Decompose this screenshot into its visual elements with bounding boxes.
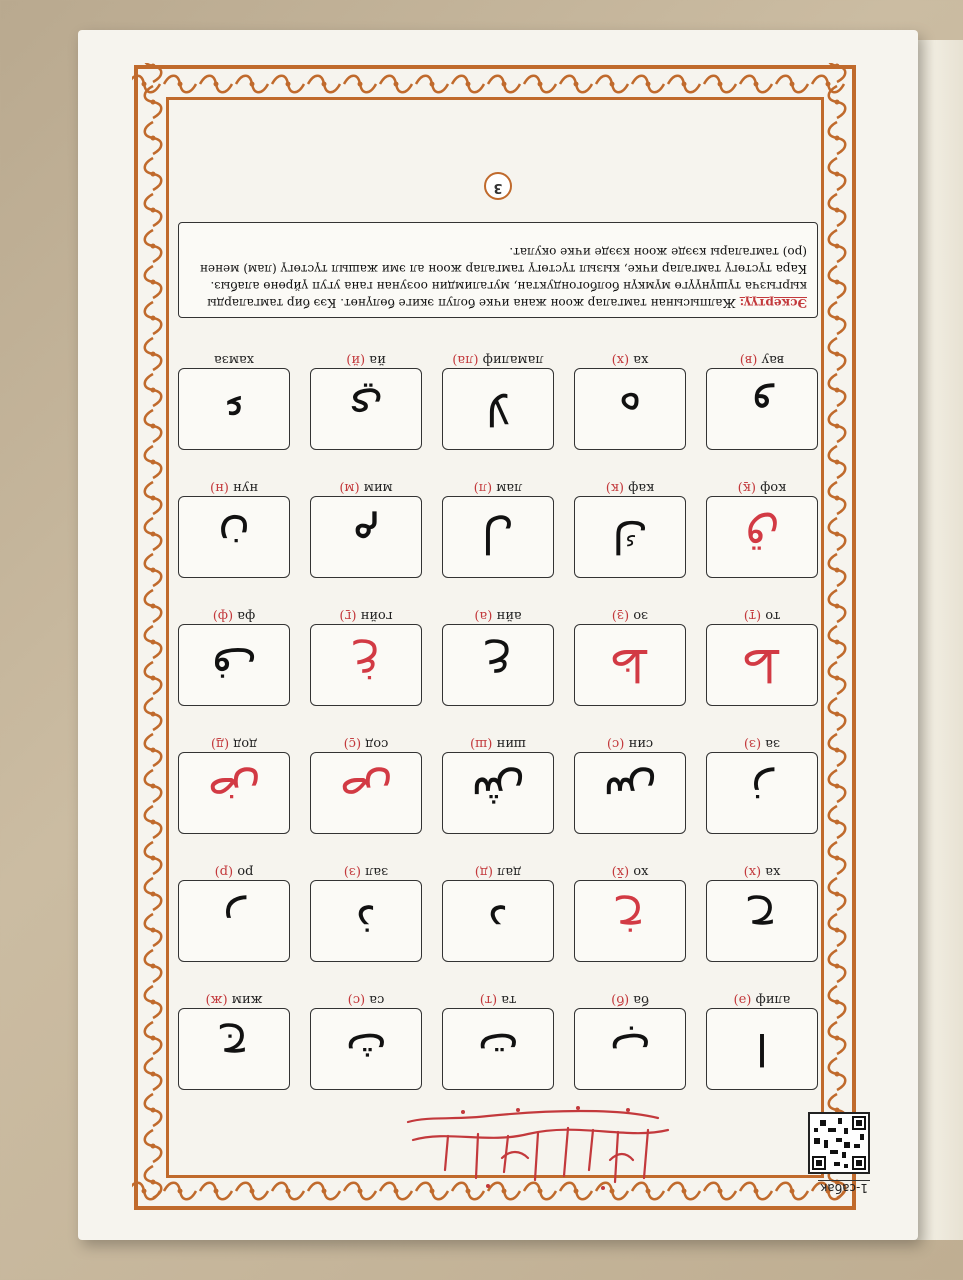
letter-sound: (б) xyxy=(611,992,630,1007)
letter-name: дал xyxy=(497,864,522,879)
letter-row xyxy=(178,322,818,450)
letter-sound: (с) xyxy=(606,736,625,751)
letter-sound: (а) xyxy=(474,608,493,623)
letter-label xyxy=(310,990,422,1008)
letter-label xyxy=(706,734,818,752)
letter-glyph: ن xyxy=(178,496,290,578)
letter-cell xyxy=(178,862,290,962)
letter-cell xyxy=(178,478,290,578)
letter-name: зо xyxy=(633,608,649,623)
letter-cell xyxy=(574,350,686,450)
letter-sound: (й) xyxy=(346,352,366,367)
letter-name: ха xyxy=(765,864,781,879)
letter-cell xyxy=(310,990,422,1090)
letter-sound: (д̱) xyxy=(210,736,230,751)
letter-glyph: ك xyxy=(574,496,686,578)
letter-label xyxy=(178,350,290,368)
letter-name: алиф xyxy=(755,992,791,1007)
letter-cell xyxy=(706,350,818,450)
letter-cell xyxy=(574,478,686,578)
note-lead: Эскертүү: xyxy=(739,296,807,310)
letter-label xyxy=(310,606,422,624)
letter-name: мим xyxy=(363,480,393,495)
letter-cell xyxy=(706,734,818,834)
letter-glyph: ذ xyxy=(310,880,422,962)
letter-glyph: ا xyxy=(706,1008,818,1090)
letter-label xyxy=(310,478,422,496)
letter-glyph: ف xyxy=(178,624,290,706)
letter-glyph: ج xyxy=(178,1008,290,1090)
note-box xyxy=(178,222,818,318)
letter-sound: (з) xyxy=(343,864,361,879)
letter-cell xyxy=(442,734,554,834)
letter-glyph: ض xyxy=(178,752,290,834)
letter-label xyxy=(178,862,290,880)
page-number: 3 xyxy=(484,172,512,200)
letter-label xyxy=(574,990,686,1008)
letter-glyph: ص xyxy=(310,752,422,834)
letter-label xyxy=(178,606,290,624)
letter-name: гойн xyxy=(360,608,393,623)
letter-label xyxy=(442,862,554,880)
letter-cell xyxy=(310,478,422,578)
letter-label xyxy=(706,862,818,880)
letter-cell xyxy=(310,734,422,834)
letter-label xyxy=(574,862,686,880)
letter-name: са xyxy=(369,992,385,1007)
letter-cell xyxy=(706,478,818,578)
letter-glyph: ي xyxy=(310,368,422,450)
letter-name: хамза xyxy=(213,352,255,367)
letter-glyph: م xyxy=(310,496,422,578)
letter-glyph: ه xyxy=(574,368,686,450)
letter-name: хо xyxy=(633,864,649,879)
letter-name: айн xyxy=(496,608,522,623)
letter-glyph: لا xyxy=(442,368,554,450)
letter-name: йа xyxy=(369,352,386,367)
letter-name: то xyxy=(765,608,781,623)
letter-cell xyxy=(178,606,290,706)
letter-glyph: ح xyxy=(706,880,818,962)
letter-sound: (ш) xyxy=(470,736,493,751)
letter-sound: (т̱) xyxy=(743,608,762,623)
lesson-tag: 1-сабак xyxy=(820,1181,868,1195)
letter-label xyxy=(574,350,686,368)
letter-name: ламалиф xyxy=(482,352,544,367)
letter-sound: (с̱) xyxy=(343,736,362,751)
letter-glyph: خ xyxy=(574,880,686,962)
letter-cell xyxy=(706,606,818,706)
letter-label xyxy=(310,862,422,880)
letter-cell xyxy=(178,350,290,450)
letter-glyph: ت xyxy=(442,1008,554,1090)
letter-sound: (х) xyxy=(611,352,630,367)
letter-glyph: و xyxy=(706,368,818,450)
letter-cell xyxy=(574,606,686,706)
letter-glyph: ب xyxy=(574,1008,686,1090)
letter-glyph: ء xyxy=(178,368,290,450)
letter-sound: (ж) xyxy=(205,992,228,1007)
letter-sound: (ә) xyxy=(733,992,752,1007)
ornament-bottom xyxy=(132,73,846,95)
letter-sound: (з) xyxy=(743,736,762,751)
letter-sound: (р) xyxy=(214,864,234,879)
letter-row xyxy=(178,834,818,962)
letter-sound: (с) xyxy=(347,992,366,1007)
letter-name: шин xyxy=(496,736,526,751)
letter-sound: (т) xyxy=(479,992,498,1007)
letter-glyph: ط xyxy=(706,624,818,706)
letter-sound: (з̱) xyxy=(611,608,630,623)
letter-name: фа xyxy=(237,608,256,623)
letter-name: дод xyxy=(233,736,258,751)
letter-name: нун xyxy=(232,480,258,495)
letter-row xyxy=(178,962,818,1090)
letter-glyph: د xyxy=(442,880,554,962)
letter-label xyxy=(442,350,554,368)
letter-row xyxy=(178,578,818,706)
letter-sound: (д) xyxy=(474,864,493,879)
book-page-edge xyxy=(912,40,963,1240)
letter-cell xyxy=(574,862,686,962)
qr-code-icon xyxy=(808,1112,870,1174)
letter-cell xyxy=(574,990,686,1090)
textbook-page xyxy=(78,30,918,1240)
letter-sound: (г̱) xyxy=(339,608,357,623)
letter-name: сод xyxy=(365,736,389,751)
letter-label xyxy=(706,990,818,1008)
letter-sound: (л) xyxy=(473,480,493,495)
letter-name: ро xyxy=(237,864,254,879)
letter-cell xyxy=(706,990,818,1090)
letter-cell xyxy=(310,350,422,450)
letter-cell xyxy=(574,734,686,834)
letter-cell xyxy=(442,862,554,962)
letter-glyph: غ xyxy=(310,624,422,706)
letter-row xyxy=(178,450,818,578)
letter-name: ба xyxy=(633,992,649,1007)
letter-name: зал xyxy=(365,864,389,879)
letter-name: за xyxy=(765,736,781,751)
letter-label xyxy=(178,478,290,496)
letter-cell xyxy=(178,734,290,834)
letter-label xyxy=(574,606,686,624)
alphabet-grid xyxy=(178,322,818,1090)
ornament-right xyxy=(142,63,164,1200)
letter-glyph: ش xyxy=(442,752,554,834)
letter-name: син xyxy=(628,736,654,751)
letter-label xyxy=(178,734,290,752)
upside-down-content xyxy=(78,30,918,1240)
note-text: Жалпысынан тамгалар жоон жана ичке болуп экиге бөлүнөт. Кээ бир тамгаларды кыргызча түшүнүүгө мүмкүн болбогондуктан, мугалимдин оозунан гана угуп үйрөнө алабыз. Кара түстөгү тамгалар ичке, кызыл түстөгү тамгалар жоон ал эми жашыл түстөгү (лам) менен (ро) тамгалары кээде жоон кээде ичке окулат. xyxy=(199,245,807,310)
letter-glyph: ظ xyxy=(574,624,686,706)
ornament-left xyxy=(826,63,848,1200)
letter-sound: (х̄) xyxy=(611,864,630,879)
letter-sound: (к) xyxy=(605,480,625,495)
letter-cell xyxy=(442,478,554,578)
letter-cell xyxy=(706,862,818,962)
letter-cell xyxy=(442,350,554,450)
letter-label xyxy=(442,478,554,496)
letter-cell xyxy=(178,990,290,1090)
letter-label xyxy=(706,478,818,496)
letter-label xyxy=(706,606,818,624)
letter-row xyxy=(178,706,818,834)
letter-cell xyxy=(310,606,422,706)
letter-name: жим xyxy=(231,992,263,1007)
letter-name: лам xyxy=(496,480,523,495)
letter-sound: (к̱) xyxy=(737,480,756,495)
letter-label xyxy=(706,350,818,368)
letter-glyph: ل xyxy=(442,496,554,578)
letter-label xyxy=(178,990,290,1008)
letter-sound: (х) xyxy=(743,864,762,879)
letter-glyph: ر xyxy=(178,880,290,962)
letter-sound: (м) xyxy=(339,480,360,495)
letter-label xyxy=(442,734,554,752)
letter-cell xyxy=(442,606,554,706)
letter-name: коф xyxy=(760,480,787,495)
letter-glyph: س xyxy=(574,752,686,834)
letter-sound: (н) xyxy=(210,480,229,495)
letter-glyph: ق xyxy=(706,496,818,578)
letter-label xyxy=(442,990,554,1008)
letter-sound: (ф) xyxy=(212,608,234,623)
letter-name: каф xyxy=(628,480,655,495)
letter-label xyxy=(574,478,686,496)
letter-label xyxy=(310,350,422,368)
letter-sound: (в) xyxy=(739,352,758,367)
basmala-calligraphy xyxy=(398,1100,688,1200)
letter-name: ха xyxy=(633,352,649,367)
letter-glyph: ع xyxy=(442,624,554,706)
letter-name: вау xyxy=(761,352,785,367)
letter-cell xyxy=(442,990,554,1090)
letter-label xyxy=(310,734,422,752)
letter-glyph: ز xyxy=(706,752,818,834)
letter-label xyxy=(574,734,686,752)
letter-name: та xyxy=(501,992,517,1007)
letter-label xyxy=(442,606,554,624)
letter-sound: (ла) xyxy=(452,352,479,367)
letter-glyph: ث xyxy=(310,1008,422,1090)
letter-cell xyxy=(310,862,422,962)
